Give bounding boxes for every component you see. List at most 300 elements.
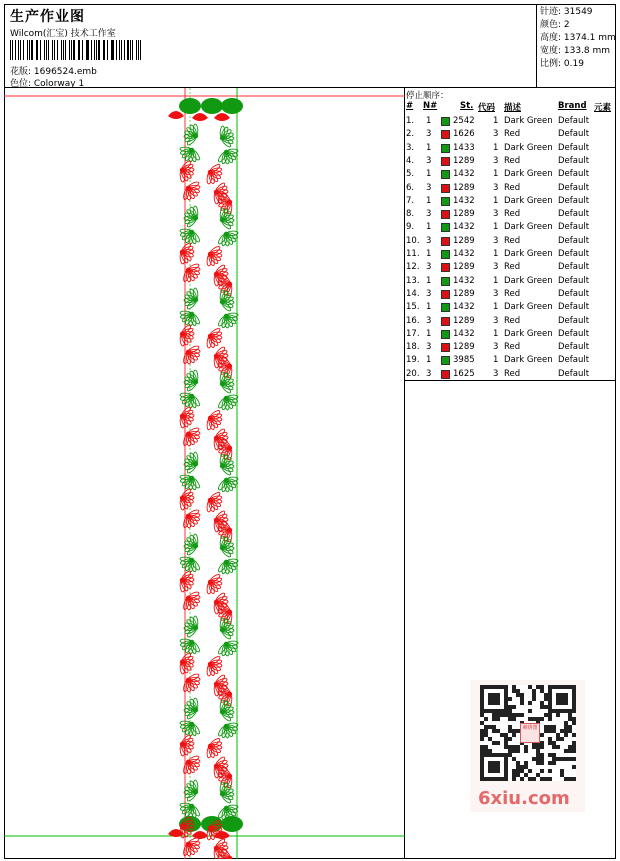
row-description: Red	[504, 182, 521, 193]
qr-module	[512, 745, 516, 749]
color-swatch	[441, 263, 450, 272]
row-description: Red	[504, 315, 521, 326]
qr-module	[520, 777, 524, 781]
red-flower-motif	[180, 734, 194, 756]
barcode-bar	[54, 40, 55, 60]
color-swatch	[441, 317, 450, 326]
color-swatch	[441, 144, 450, 153]
qr-module	[556, 737, 560, 741]
row-brand: Default	[558, 275, 590, 286]
red-flower-motif	[207, 327, 223, 348]
col-index: #	[406, 101, 414, 111]
row-description: Red	[504, 209, 521, 220]
qr-module	[568, 777, 572, 781]
row-needle: 1	[426, 142, 432, 153]
barcode-bar	[132, 40, 133, 60]
row-description: Red	[504, 288, 521, 299]
qr-module	[548, 737, 552, 741]
qr-module	[492, 729, 496, 733]
qr-code	[480, 685, 576, 781]
row-description: Dark Green	[504, 302, 553, 313]
row-brand: Default	[558, 342, 590, 353]
row-index: 15.	[406, 302, 420, 313]
qr-module	[552, 729, 556, 733]
row-stitches: 3985	[453, 355, 475, 366]
row-index: 3.	[406, 142, 415, 153]
barcode-bar	[20, 40, 21, 60]
qr-module	[540, 769, 544, 773]
row-stitches: 1289	[453, 209, 475, 220]
qr-module	[504, 741, 508, 745]
qr-module	[528, 769, 532, 773]
qr-module	[504, 737, 508, 741]
qr-module	[532, 697, 536, 701]
color-swatch	[441, 157, 450, 166]
row-brand: Default	[558, 328, 590, 339]
row-brand: Default	[558, 116, 590, 126]
qr-module	[504, 745, 508, 749]
red-flower-motif	[207, 163, 223, 184]
row-index: 6.	[406, 182, 415, 193]
green-flower-motif	[217, 641, 238, 657]
row-description: Red	[504, 235, 521, 246]
qr-module	[564, 721, 568, 725]
qr-finder-pattern	[488, 693, 500, 705]
row-brand: Default	[558, 169, 590, 180]
barcode-bar	[91, 40, 92, 60]
stop-row	[405, 248, 616, 261]
col-description: 描述	[504, 103, 522, 113]
qr-module	[484, 733, 488, 737]
barcode-bar	[111, 40, 112, 60]
green-flower-motif	[220, 208, 234, 230]
header	[4, 4, 616, 88]
barcode-bar	[98, 40, 100, 60]
row-needle: 3	[426, 342, 432, 353]
row-needle: 1	[426, 275, 432, 286]
red-flower-motif	[207, 245, 223, 266]
stat-height: 高度: 1374.1 mm	[540, 33, 616, 43]
qr-logo-icon: 刺绣图	[520, 723, 540, 743]
qr-module	[564, 725, 568, 729]
row-code: 3	[493, 368, 499, 379]
color-swatch	[441, 370, 450, 379]
qr-module	[548, 717, 552, 721]
row-needle: 1	[426, 355, 432, 366]
green-flower-motif	[184, 206, 198, 228]
green-flower-motif	[217, 149, 238, 165]
green-flower-motif	[220, 782, 234, 804]
qr-module	[560, 729, 564, 733]
row-needle: 1	[426, 222, 432, 233]
green-flower-motif	[180, 311, 201, 327]
qr-module	[508, 717, 512, 721]
qr-module	[548, 713, 552, 717]
row-code: 1	[493, 116, 499, 126]
row-code: 1	[493, 328, 499, 339]
qr-module	[512, 713, 516, 717]
row-index: 16.	[406, 315, 420, 326]
barcode-bar	[87, 40, 88, 60]
row-description: Dark Green	[504, 355, 553, 366]
row-needle: 3	[426, 235, 432, 246]
qr-module	[556, 733, 560, 737]
green-flower-motif	[217, 723, 238, 739]
row-brand: Default	[558, 182, 590, 193]
row-stitches: 1289	[453, 262, 475, 273]
barcode-bar	[44, 40, 45, 60]
barcode-bar	[40, 40, 41, 60]
qr-module	[492, 725, 496, 729]
row-stitches: 1289	[453, 182, 475, 193]
qr-module	[548, 753, 552, 757]
row-index: 7.	[406, 195, 415, 206]
qr-module	[496, 713, 500, 717]
row-brand: Default	[558, 235, 590, 246]
row-code: 1	[493, 195, 499, 206]
colorway-label: 色位: Colorway 1	[10, 79, 85, 89]
color-swatch	[441, 250, 450, 259]
qr-module	[480, 713, 484, 717]
stop-row	[405, 128, 616, 141]
stop-row	[405, 301, 616, 314]
stop-row	[405, 261, 616, 274]
qr-module	[504, 733, 508, 737]
qr-module	[568, 749, 572, 753]
red-flower-motif	[180, 488, 194, 510]
row-brand: Default	[558, 249, 590, 259]
barcode-bar	[116, 40, 117, 60]
row-brand: Default	[558, 302, 590, 313]
qr-module	[572, 741, 576, 745]
qr-module	[532, 757, 536, 761]
color-swatch	[441, 223, 450, 232]
green-flower-motif	[220, 536, 234, 558]
row-code: 3	[493, 262, 499, 273]
qr-module	[536, 753, 540, 757]
qr-module	[560, 773, 564, 777]
qr-module	[572, 717, 576, 721]
stat-colors: 颜色: 2	[540, 20, 570, 30]
color-swatch	[441, 170, 450, 179]
qr-module	[568, 713, 572, 717]
qr-module	[508, 753, 512, 757]
stop-row	[405, 315, 616, 328]
stop-row	[405, 115, 616, 128]
barcode-bar	[138, 40, 139, 60]
row-description: Dark Green	[504, 169, 553, 180]
color-swatch	[441, 130, 450, 139]
qr-module	[492, 713, 496, 717]
stop-row	[405, 328, 616, 341]
qr-module	[492, 717, 496, 721]
row-code: 1	[493, 275, 499, 286]
red-flower-motif	[218, 848, 232, 859]
stop-row	[405, 155, 616, 168]
color-swatch	[441, 277, 450, 286]
row-index: 2.	[406, 129, 415, 140]
barcode-bar	[124, 40, 125, 60]
qr-module	[568, 729, 572, 733]
row-brand: Default	[558, 209, 590, 220]
design-preview	[4, 88, 405, 859]
row-stitches: 1432	[453, 249, 475, 259]
row-stitches: 1289	[453, 315, 475, 326]
row-description: Dark Green	[504, 222, 553, 233]
green-flower-motif	[217, 477, 238, 493]
color-swatch	[441, 210, 450, 219]
barcode-bar	[121, 40, 122, 60]
green-flower-motif	[184, 370, 198, 392]
embroidery-design-canvas	[4, 88, 405, 859]
row-needle: 3	[426, 368, 432, 379]
qr-module	[536, 761, 540, 765]
row-brand: Default	[558, 155, 590, 166]
barcode-bar	[10, 40, 11, 60]
qr-module	[540, 717, 544, 721]
barcode-bar	[127, 40, 129, 60]
top-border-motif	[168, 98, 243, 121]
qr-module	[532, 689, 536, 693]
qr-module	[488, 749, 492, 753]
green-flower-motif	[220, 372, 234, 394]
barcode-bar	[29, 40, 30, 60]
qr-module	[560, 769, 564, 773]
qr-module	[532, 693, 536, 697]
red-flower-motif	[207, 737, 223, 758]
qr-module	[544, 777, 548, 781]
qr-module	[556, 757, 560, 761]
qr-module	[540, 761, 544, 765]
red-flower-motif	[180, 160, 194, 182]
green-flower-motif	[180, 803, 201, 819]
red-flower-motif	[207, 409, 223, 430]
row-stitches: 1432	[453, 195, 475, 206]
row-stitches: 1432	[453, 169, 475, 180]
barcode-bar	[36, 40, 37, 60]
row-code: 1	[493, 169, 499, 180]
qr-finder-pattern	[556, 693, 568, 705]
qr-module	[572, 745, 576, 749]
qr-module	[520, 697, 524, 701]
qr-module	[508, 749, 512, 753]
qr-module	[480, 729, 484, 733]
stop-row	[405, 142, 616, 155]
row-stitches: 1432	[453, 222, 475, 233]
qr-module	[540, 753, 544, 757]
qr-module	[520, 765, 524, 769]
qr-module	[552, 725, 556, 729]
color-swatch	[441, 343, 450, 352]
green-flower-motif	[180, 475, 201, 491]
row-description: Red	[504, 262, 521, 273]
barcode-bar	[73, 40, 75, 60]
barcode-bar	[79, 40, 80, 60]
qr-module	[512, 749, 516, 753]
qr-module	[548, 761, 552, 765]
row-code: 1	[493, 355, 499, 366]
row-description: Dark Green	[504, 275, 553, 286]
row-needle: 3	[426, 288, 432, 299]
qr-module	[520, 769, 524, 773]
qr-module	[548, 741, 552, 745]
qr-module	[568, 717, 572, 721]
green-flower-motif	[184, 452, 198, 474]
red-flower-motif	[180, 242, 194, 264]
row-index: 10.	[406, 235, 420, 246]
row-stitches: 1289	[453, 155, 475, 166]
row-brand: Default	[558, 222, 590, 233]
qr-module	[524, 749, 528, 753]
watermark-area	[470, 680, 585, 812]
qr-module	[484, 717, 488, 721]
stop-row	[405, 168, 616, 181]
green-flower-motif	[217, 313, 238, 329]
row-needle: 1	[426, 328, 432, 339]
qr-module	[572, 757, 576, 761]
qr-module	[540, 777, 544, 781]
qr-module	[540, 685, 544, 689]
barcode-bar	[31, 40, 32, 60]
green-flower-motif	[220, 454, 234, 476]
green-flower-motif	[180, 147, 201, 163]
row-code: 1	[493, 249, 499, 259]
stop-row	[405, 195, 616, 208]
row-needle: 1	[426, 249, 432, 259]
qr-module	[528, 701, 532, 705]
qr-module	[508, 737, 512, 741]
qr-module	[508, 713, 512, 717]
qr-module	[508, 709, 512, 713]
red-flower-motif	[207, 491, 223, 512]
qr-module	[520, 701, 524, 705]
qr-module	[520, 713, 524, 717]
qr-module	[496, 741, 500, 745]
barcode-bar	[82, 40, 83, 60]
row-index: 18.	[406, 342, 420, 353]
stat-width: 宽度: 133.8 mm	[540, 46, 611, 56]
stop-row	[405, 208, 616, 221]
row-needle: 1	[426, 169, 432, 180]
qr-module	[512, 729, 516, 733]
qr-module	[500, 733, 504, 737]
qr-module	[536, 773, 540, 777]
pattern-filename: 花版: 1696524.emb	[10, 67, 97, 77]
barcode-bar	[94, 40, 95, 60]
row-needle: 3	[426, 129, 432, 140]
col-needle: N#	[423, 101, 438, 111]
row-code: 3	[493, 235, 499, 246]
watermark-site: 6xiu.com	[478, 788, 570, 809]
qr-module	[480, 745, 484, 749]
qr-module	[540, 757, 544, 761]
barcode-bar	[86, 40, 87, 60]
green-flower-motif	[217, 559, 238, 575]
row-index: 17.	[406, 328, 420, 339]
qr-module	[568, 757, 572, 761]
row-index: 9.	[406, 222, 415, 233]
red-flower-motif	[180, 652, 194, 674]
row-index: 1.	[406, 116, 415, 126]
stop-sequence-panel	[405, 88, 616, 381]
qr-module	[488, 737, 492, 741]
green-flower-motif	[184, 124, 198, 146]
barcode-bar	[112, 40, 113, 60]
qr-module	[560, 757, 564, 761]
qr-module	[512, 769, 516, 773]
qr-module	[548, 777, 552, 781]
row-index: 11.	[406, 249, 420, 259]
company-name: Wilcom(汇宝) 技术工作室	[10, 29, 116, 39]
barcode-bar	[78, 40, 79, 60]
qr-module	[556, 745, 560, 749]
row-code: 1	[493, 302, 499, 313]
color-swatch	[441, 290, 450, 299]
row-index: 19.	[406, 355, 420, 366]
qr-module	[492, 741, 496, 745]
color-swatch	[441, 237, 450, 246]
barcode-bar	[46, 40, 47, 60]
qr-module	[540, 741, 544, 745]
row-code: 1	[493, 142, 499, 153]
row-code: 3	[493, 129, 499, 140]
row-stitches: 2542	[453, 116, 475, 126]
qr-module	[564, 733, 568, 737]
row-stitches: 1432	[453, 275, 475, 286]
barcode-bar	[27, 40, 28, 60]
row-needle: 3	[426, 315, 432, 326]
qr-module	[512, 757, 516, 761]
row-stitches: 1289	[453, 342, 475, 353]
row-brand: Default	[558, 262, 590, 273]
qr-module	[540, 733, 544, 737]
stop-row	[405, 235, 616, 248]
qr-module	[516, 745, 520, 749]
color-swatch	[441, 184, 450, 193]
qr-module	[564, 777, 568, 781]
stop-row	[405, 275, 616, 288]
qr-module	[516, 769, 520, 773]
col-brand: Brand	[558, 101, 587, 111]
qr-module	[516, 713, 520, 717]
red-flower-motif	[180, 570, 194, 592]
qr-module	[540, 705, 544, 709]
qr-module	[516, 689, 520, 693]
qr-module	[564, 757, 568, 761]
row-brand: Default	[558, 288, 590, 299]
row-needle: 1	[426, 195, 432, 206]
stop-row	[405, 341, 616, 354]
qr-module	[544, 713, 548, 717]
color-swatch	[441, 330, 450, 339]
green-flower-motif	[184, 616, 198, 638]
stats-panel	[536, 4, 616, 88]
green-flower-motif	[184, 698, 198, 720]
green-flower-motif	[217, 231, 238, 247]
qr-module	[544, 693, 548, 697]
row-brand: Default	[558, 142, 590, 153]
qr-module	[560, 737, 564, 741]
qr-module	[552, 761, 556, 765]
qr-module	[512, 689, 516, 693]
row-brand: Default	[558, 368, 590, 379]
qr-module	[528, 717, 532, 721]
red-flower-motif	[207, 655, 223, 676]
row-code: 3	[493, 182, 499, 193]
row-needle: 3	[426, 155, 432, 166]
barcode-bar	[48, 40, 49, 60]
barcode-bar	[140, 40, 141, 60]
